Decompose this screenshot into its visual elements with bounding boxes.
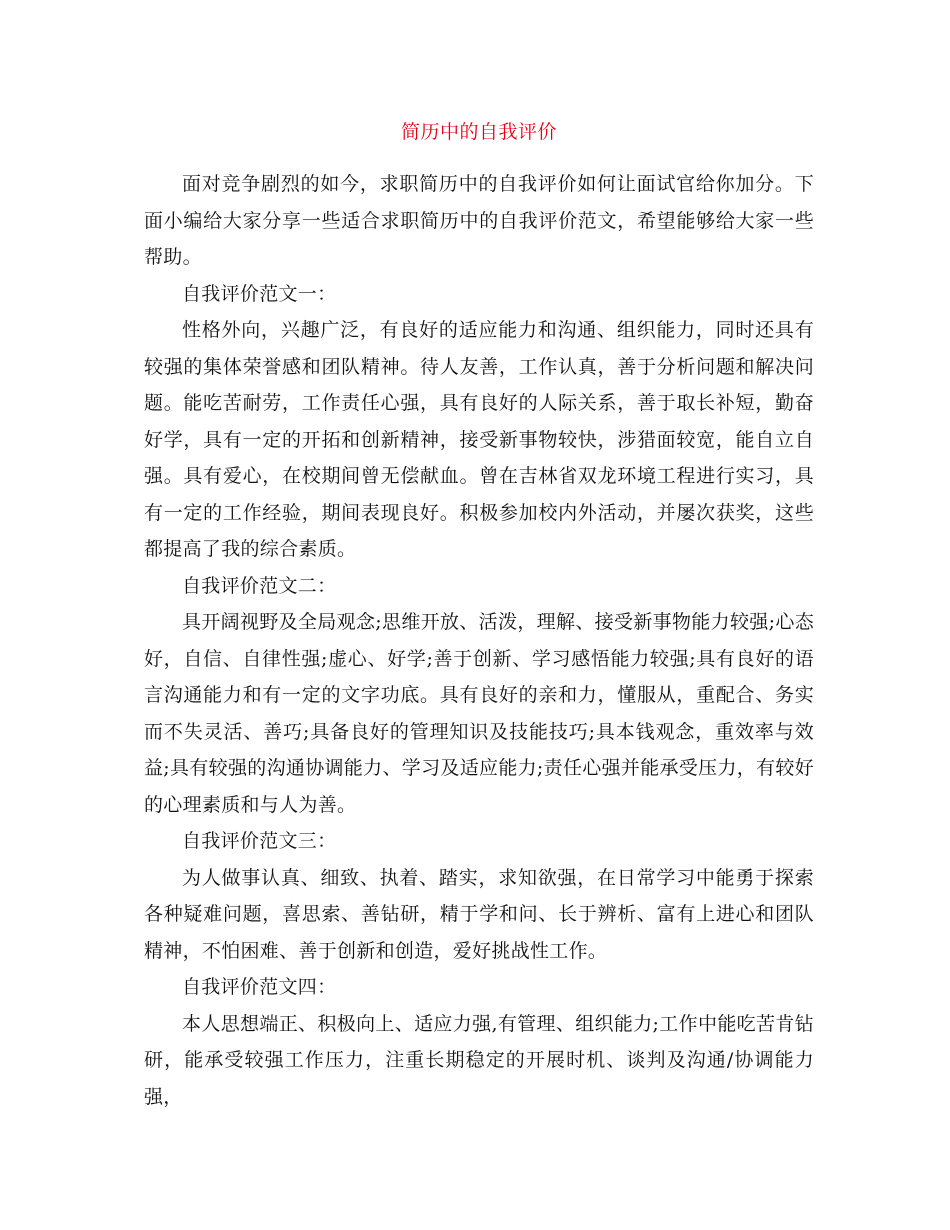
section-body-2: 具开阔视野及全局观念;思维开放、活泼，理解、接受新事物能力较强;心态好，自信、自律性强;虚心、好学;善于创新、学习感悟能力较强;具有良好的语言沟通能力和有一定的文字功底。具有良好的亲和力，懂服从，重配合、务实而不失灵活、善巧;具备良好的管理知识及技能技巧;具本钱观念，重效率与效益;具有较强的沟通协调能力、学习及适应能力;责任心强并能承受压力，有较好的心理素质和与人为善。	[144, 611, 814, 816]
page-title: 简历中的自我评价	[400, 121, 557, 143]
section-body-1: 性格外向，兴趣广泛，有良好的适应能力和沟通、组织能力，同时还具有较强的集体荣誉感和团队精神。待人友善，工作认真，善于分析问题和解决问题。能吃苦耐劳，工作责任心强，具有良好的人际关系，善于取长补短，勤奋好学，具有一定的开拓和创新精神，接受新事物较快，涉猎面较宽，能自立自强。具有爱心，在校期间曾无偿献血。曾在吉林省双龙环境工程进行实习，具有一定的工作经验，期间表现良好。积极参加校内外活动，并屡次获奖，这些都提高了我的综合素质。	[144, 319, 814, 560]
section-heading-3: 自我评价范文三：	[182, 830, 337, 852]
section-body-4: 本人思想端正、积极向上、适应力强,有管理、组织能力;工作中能吃苦肯钻研，能承受较强工作压力，注重长期稳定的开展时机、谈判及沟通/协调能力强，	[144, 1012, 814, 1108]
section-heading-4: 自我评价范文四：	[182, 976, 337, 998]
document-page	[144, 118, 814, 1115]
section-heading-2: 自我评价范文二：	[182, 574, 337, 597]
section-body-3: 为人做事认真、细致、执着、踏实，求知欲强，在日常学习中能勇于探索各种疑难问题，喜思索、善钻研，精于学和问、长于辨析、富有上进心和团队精神，不怕困难、善于创新和创造，爱好挑战性工作。	[144, 866, 814, 962]
section-heading-1: 自我评价范文一：	[182, 282, 337, 305]
intro-paragraph: 面对竞争剧烈的如今，求职简历中的自我评价如何让面试官给你加分。下面小编给大家分享一些适合求职简历中的自我评价范文，希望能够给大家一些帮助。	[144, 173, 814, 268]
